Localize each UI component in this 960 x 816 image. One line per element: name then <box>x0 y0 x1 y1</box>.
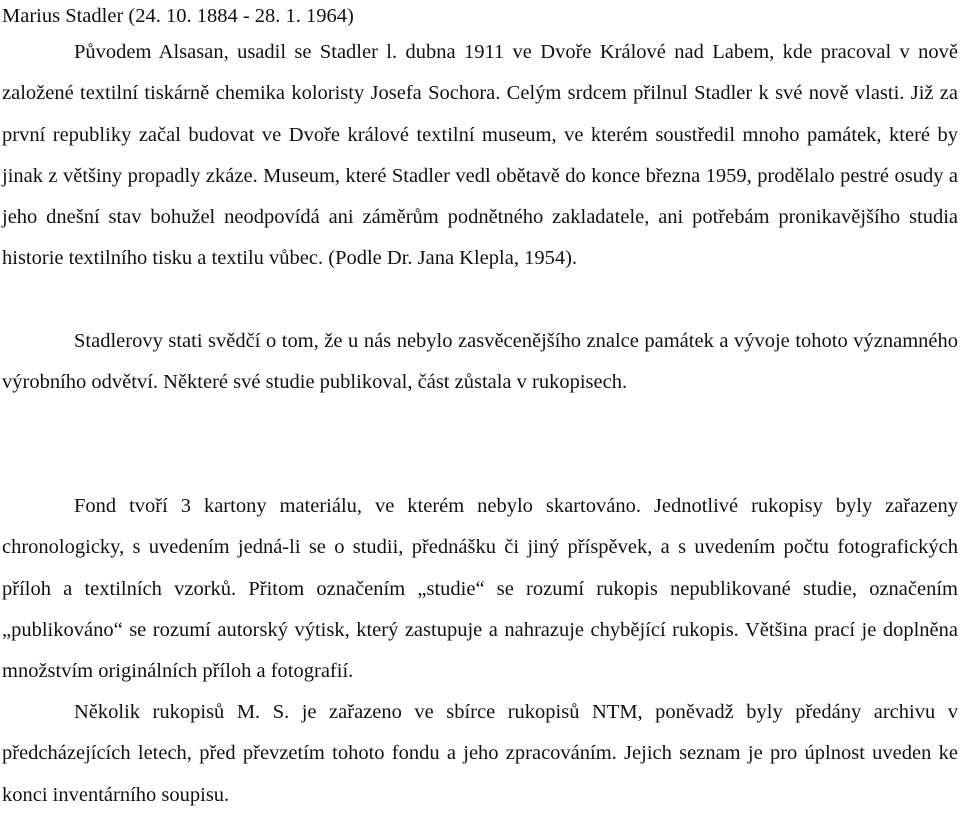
document-title: Marius Stadler (24. 10. 1884 - 28. 1. 1964) <box>2 5 354 27</box>
paragraph-studies: Stadlerovy stati svědčí o tom, že u nás nebylo zasvěcenějšího znalce památek a vývoje tohoto významného výrobního odvětví. Některé své studie publikoval, část zůstala v rukopisech. <box>2 330 958 394</box>
paragraph-biography: Původem Alsasan, usadil se Stadler l. dubna 1911 ve Dvoře Králové nad Labem, kde pracoval v nově založené textilní tiskárně chemika koloristy Josefa Sochora. Celým srdcem přilnul Stadler k své nově vlasti. Již za první republiky začal budovat ve Dvoře králové textilní museum, ve kterém soustředil mnoho památek, které by jinak z většiny propadly zkáze. Museum, které Stadler vedl obětavě do konce března 1959, prodělalo pestré osudy a jeho dnešní stav bohužel neodpovídá ani záměrům podnětného zakladatele, ani potřebám pronikavějšího studia historie textilního tisku a textilu vůbec. (Podle Dr. Jana Klepla, 1954). <box>2 41 958 270</box>
paragraph-fond-description: Fond tvoří 3 kartony materiálu, ve kterém nebylo skartováno. Jednotlivé rukopisy byly zařazeny chronologicky, s uvedením jedná-li se o studii, přednášku či jiný příspěvek, a s uvedením počtu fotografických příloh a textilních vzorků. Přitom označením „studie“ se rozumí rukopis nepublikované studie, označením „publikováno“ se rozumí autorský výtisk, který zastupuje a nahrazuje chybějící rukopis. Většina prací je doplněna množstvím originálních příloh a fotografií. <box>2 495 958 683</box>
paragraph-manuscripts-ntm: Několik rukopisů M. S. je zařazeno ve sbírce rukopisů NTM, poněvadž byly předány archivu v předcházejících letech, před převzetím tohoto fondu a jeho zpracováním. Jejich seznam je pro úplnost uveden ke konci inventárního soupisu. <box>2 701 958 806</box>
